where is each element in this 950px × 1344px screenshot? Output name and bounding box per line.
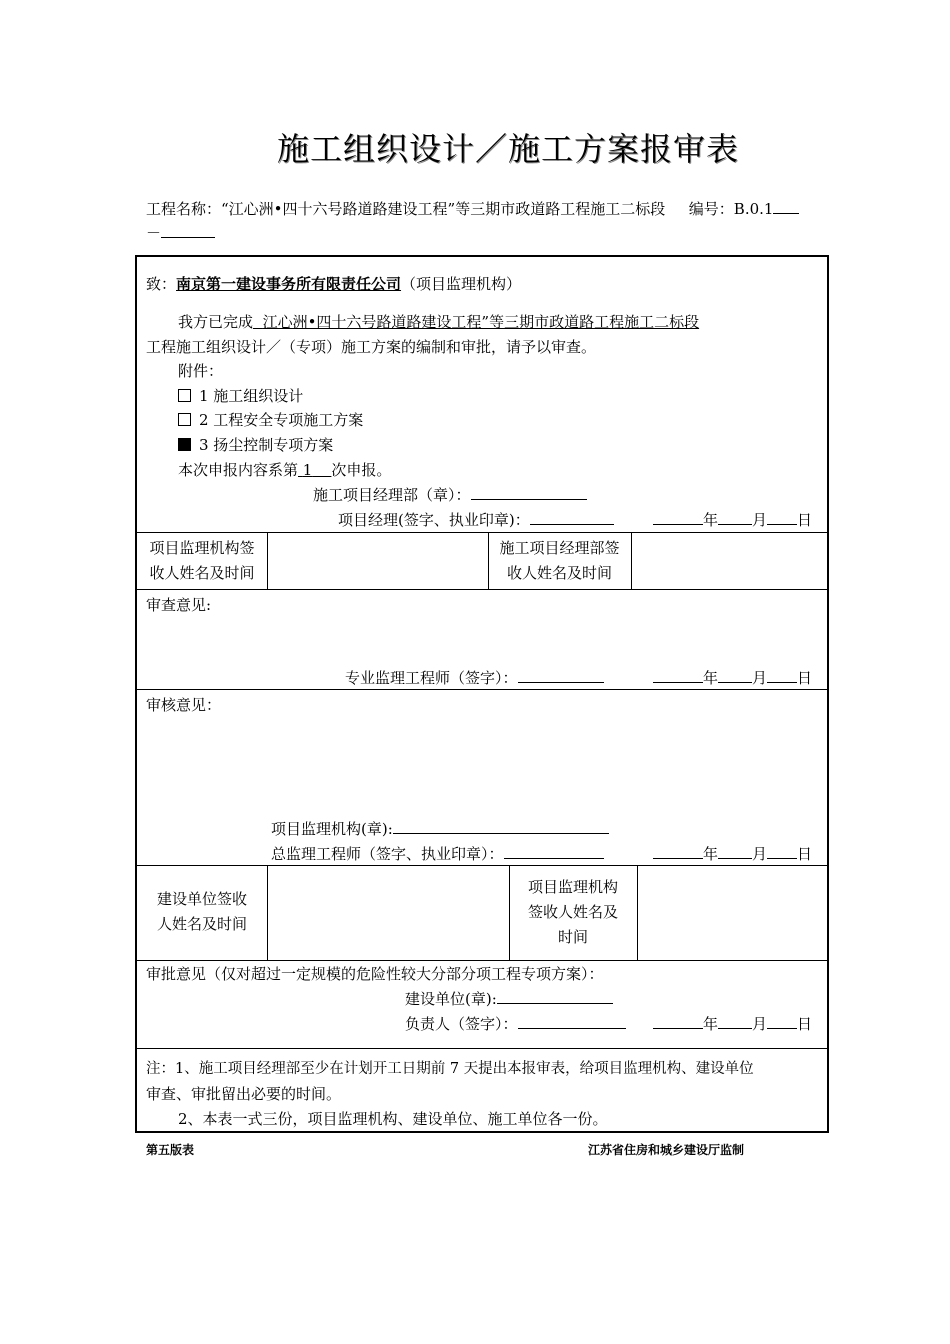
- statement-line-1: 我方已完成 江心洲•四十六号路道路建设工程”等三期市政道路工程施工二标段: [178, 313, 700, 331]
- col-divider: [267, 532, 268, 589]
- date-line-2: 年 月 日: [653, 668, 812, 688]
- checkbox-checked-icon[interactable]: [178, 438, 191, 451]
- note-line-3: 2、本表一式三份，项目监理机构、建设单位、施工单位各一份。: [178, 1110, 608, 1128]
- attachment-2[interactable]: 2 工程安全专项施工方案: [178, 410, 363, 430]
- footer-edition: 第五版表: [146, 1143, 195, 1157]
- form-title: 施工组织设计／施工方案报审表: [276, 130, 739, 168]
- audit-sign-field[interactable]: [504, 844, 604, 859]
- code-blank[interactable]: [773, 199, 799, 214]
- audit-org-line: 项目监理机构(章):: [271, 819, 609, 839]
- attachments-label: 附件：: [178, 362, 224, 380]
- col-divider: [637, 865, 638, 960]
- note-line-1: 注：1、施工项目经理部至少在计划开工日期前 7 天提出本报审表，给项目监理机构、建设单位: [146, 1061, 754, 1077]
- dept-seal-field[interactable]: [471, 485, 587, 500]
- approval-unit-field[interactable]: [497, 989, 613, 1004]
- approval-person-line: 负责人（签字）：: [405, 1014, 626, 1034]
- receipt-label-supervisor: 项目监理机构签 收人姓名及时间: [149, 539, 255, 582]
- dept-seal-line: 施工项目经理部（章）：: [313, 485, 587, 505]
- review-sign-field[interactable]: [518, 668, 604, 683]
- project-name: “江心洲•四十六号路道路建设工程”等三期市政道路工程施工二标段: [221, 200, 666, 218]
- attachment-3[interactable]: 3 扬尘控制专项方案: [178, 435, 333, 455]
- audit-org-field[interactable]: [393, 819, 609, 834]
- row-divider: [137, 589, 827, 590]
- checkbox-icon[interactable]: [178, 413, 191, 426]
- manager-sign-line: 项目经理(签字、执业印章)：: [338, 510, 614, 530]
- row-divider: [137, 1048, 827, 1049]
- code-line-2: [146, 222, 215, 243]
- footer-issuer: 江苏省住房和城乡建设厅监制: [588, 1143, 745, 1157]
- code-label: 编号：: [688, 200, 734, 218]
- audit-chief-line: 总监理工程师（签字、执业印章）：: [271, 844, 604, 864]
- receipt-label-owner: 建设单位签收 人姓名及时间: [156, 890, 247, 933]
- code-dash: －: [146, 224, 162, 242]
- approval-label: 审批意见（仅对超过一定规模的危险性较大分部分项工程专项方案）：: [146, 965, 604, 983]
- row-divider: [137, 689, 827, 690]
- project-line: [146, 198, 799, 219]
- statement-project: 江心洲•四十六号路道路建设工程”等三期市政道路工程施工二标段: [262, 313, 700, 331]
- col-divider: [631, 532, 632, 589]
- receipt-label-contractor: 施工项目经理部签 收人姓名及时间: [499, 539, 620, 582]
- statement-line-2: 工程施工组织设计／（专项）施工方案的编制和审批，请予以审查。: [146, 338, 597, 356]
- row-divider: [137, 960, 827, 961]
- form-table: [135, 255, 829, 1133]
- date-line-1: 年 月 日: [653, 510, 812, 530]
- addressee: 致：南京第一建设事务所有限责任公司（项目监理机构）: [146, 275, 522, 293]
- submission-number: 1: [302, 461, 313, 479]
- row-divider: [137, 865, 827, 866]
- row-divider: [137, 532, 827, 533]
- code-blank-2[interactable]: [161, 223, 215, 238]
- manager-sign-field[interactable]: [530, 510, 614, 525]
- project-label: 工程名称：: [146, 200, 222, 218]
- approval-sign-field[interactable]: [518, 1014, 626, 1029]
- date-line-3: 年 月 日: [653, 844, 812, 864]
- receipt-label-supervisor-2: 项目监理机构 签收人姓名及 时间: [527, 878, 618, 946]
- date-line-4: 年 月 日: [653, 1014, 812, 1034]
- supervisor-company: 南京第一建设事务所有限责任公司: [176, 275, 402, 293]
- approval-unit-line: 建设单位(章):: [405, 989, 613, 1009]
- code-value: B.0.1: [733, 200, 774, 218]
- attachment-1[interactable]: 1 施工组织设计: [178, 386, 303, 406]
- col-divider: [267, 865, 268, 960]
- note-line-2: 审查、审批留出必要的时间。: [146, 1085, 342, 1103]
- submission-count: 本次申报内容系第 1 次申报。: [178, 461, 392, 479]
- review-label: 审查意见:: [146, 596, 212, 614]
- checkbox-icon[interactable]: [178, 389, 191, 402]
- audit-label: 审核意见：: [146, 696, 222, 714]
- review-engineer-line: 专业监理工程师（签字）：: [345, 668, 604, 688]
